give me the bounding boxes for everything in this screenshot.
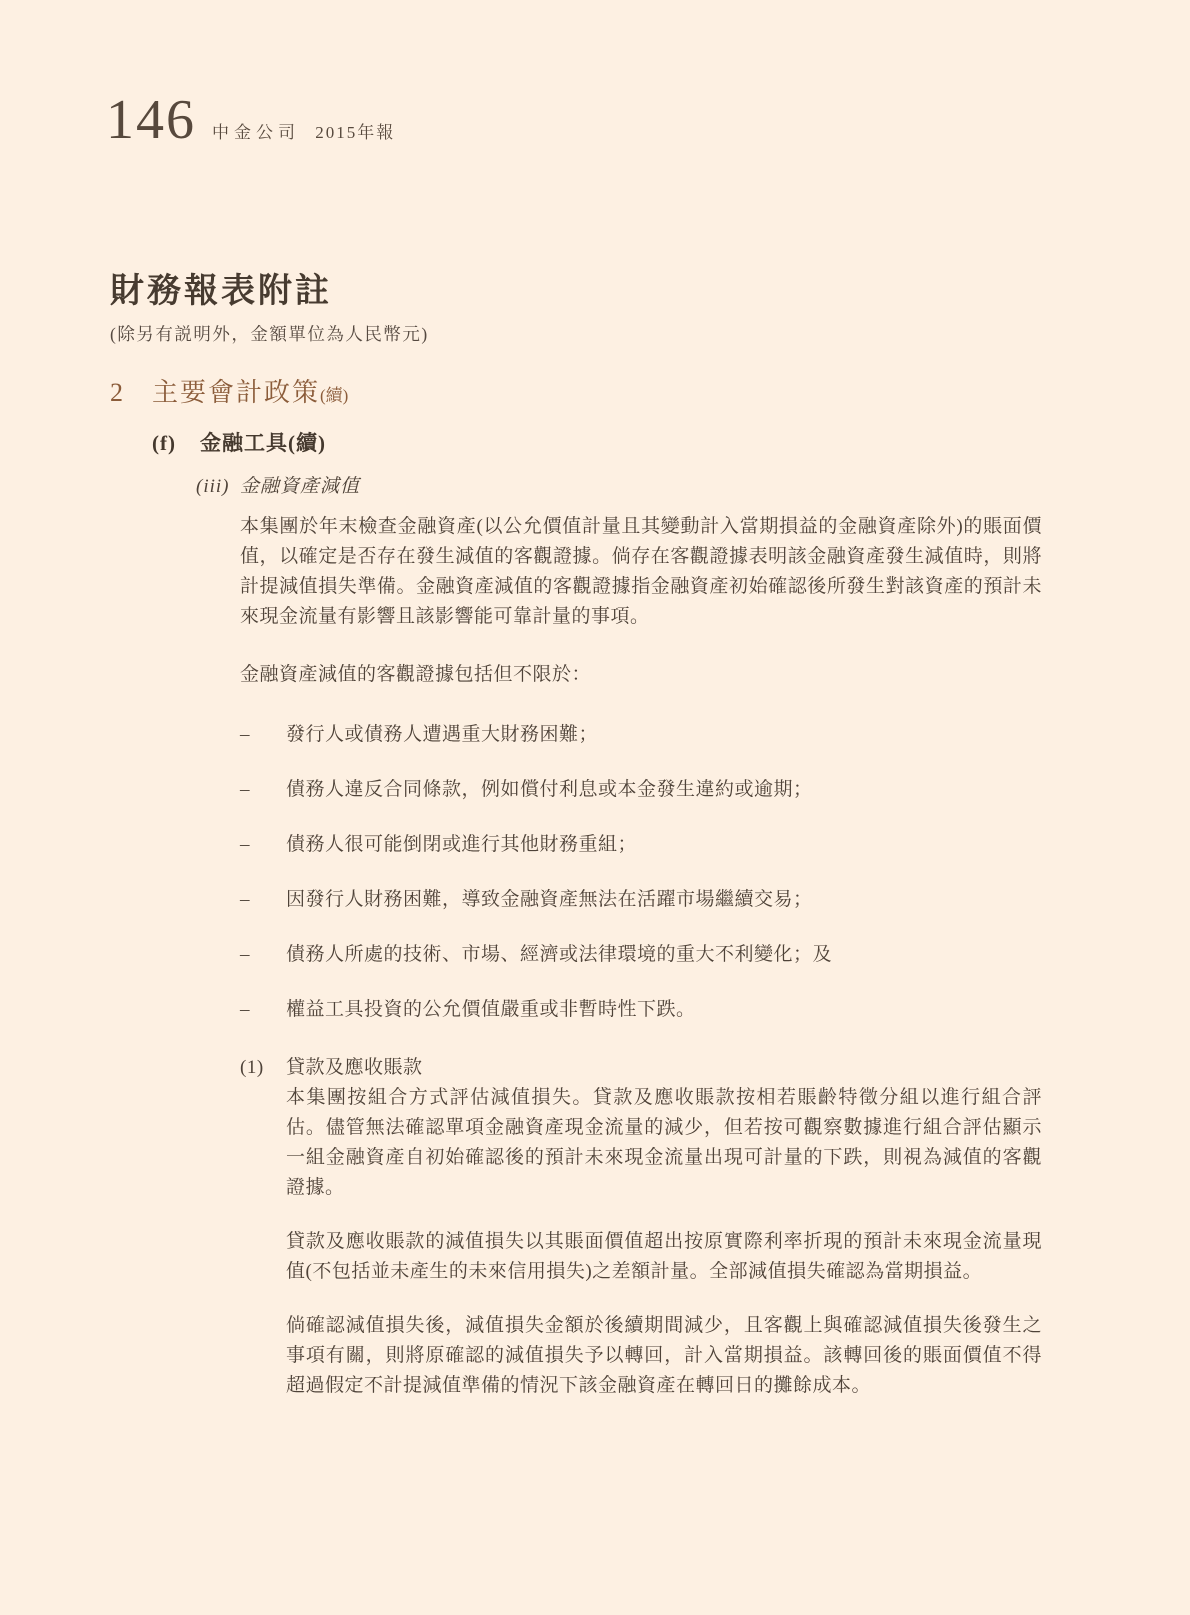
section-2-heading — [110, 372, 1042, 409]
company-name: 中金公司 — [212, 123, 300, 142]
bullet-dash-icon: – — [240, 778, 250, 800]
page-subtitle: (除另有説明外，金額單位為人民幣元) — [110, 323, 429, 344]
impairment-paragraph: 本集團於年末檢查金融資產(以公允價值計量且其變動計入當期損益的金融資產除外)的賬面價值，以確定是否存在發生減值的客觀證據。倘存在客觀證據表明該金融資產發生減值時，則將計提減值損失準備。金融資產減值的客觀證據指金融資產初始確認後所發生對該資產的預計未來現金流量有影響且該影響能可靠計量的事項。 — [240, 515, 1042, 627]
bullet-text: 因發行人財務困難，導致金融資產無法在活躍市場繼續交易； — [286, 888, 813, 910]
evidence-intro-line: 金融資產減值的客觀證據包括但不限於： — [240, 663, 592, 685]
item-1-paragraph: 貸款及應收賬款的減值損失以其賬面價值超出按原實際利率折現的預計未來現金流量現值(不包括並未產生的未來信用損失)之差額計量。全部減值損失確認為當期損益。 — [286, 1230, 1042, 1282]
bullet-dash-icon: – — [240, 833, 250, 855]
subsection-iii-label: (iii) — [196, 475, 230, 497]
item-1-body — [286, 1053, 1042, 1420]
item-1-block — [240, 1053, 1042, 1420]
bullet-dash-icon: – — [240, 888, 250, 910]
bullet-dash-icon: – — [240, 998, 250, 1020]
section-number: 2 — [110, 377, 125, 407]
item-1-paragraph: 本集團按組合方式評估減值損失。貸款及應收賬款按相若賬齡特徵分組以進行組合評估。儘管無法確認單項金融資產現金流量的減少，但若按可觀察數據進行組合評估顯示一組金融資產自初始確認後的預計未來現金流量出現可計量的下跌，則視為減值的客觀證據。 — [286, 1086, 1042, 1198]
page-number: 146 — [106, 89, 196, 151]
bullet-item — [240, 775, 1042, 805]
report-year: 2015年報 — [315, 123, 396, 142]
bullet-item — [240, 995, 1042, 1025]
bullet-item — [240, 830, 1042, 860]
bullet-text: 債務人違反合同條款，例如償付利息或本金發生違約或逾期； — [286, 778, 813, 800]
report-identifier — [212, 118, 395, 143]
notes-content — [110, 272, 1042, 1420]
subsection-f-title: 金融工具(續) — [200, 430, 326, 455]
bullet-dash-icon: – — [240, 943, 250, 965]
bullet-item — [240, 885, 1042, 915]
section-title: 主要會計政策 — [152, 377, 321, 407]
subsection-f-heading — [152, 427, 1042, 457]
item-1-title: 貸款及應收賬款 — [286, 1056, 423, 1078]
bullet-text: 債務人所處的技術、市場、經濟或法律環境的重大不利變化；及 — [286, 943, 833, 965]
bullet-item — [240, 940, 1042, 970]
bullet-item — [240, 720, 1042, 750]
section-continued-label: (續) — [320, 385, 349, 405]
page-header — [106, 89, 396, 151]
item-1-label: (1) — [240, 1056, 264, 1078]
page-title: 財務報表附註 — [110, 273, 332, 310]
subsection-iii-title: 金融資產減值 — [240, 475, 361, 497]
bullet-text: 債務人很可能倒閉或進行其他財務重組； — [286, 833, 638, 855]
subsection-f-label: (f) — [152, 430, 176, 455]
evidence-bullet-list — [240, 720, 1042, 1025]
bullet-text: 發行人或債務人遭遇重大財務困難； — [286, 723, 599, 745]
bullet-dash-icon: – — [240, 723, 250, 745]
subsection-iii-body — [240, 512, 1042, 1420]
item-1-paragraph: 倘確認減值損失後，減值損失金額於後續期間減少，且客觀上與確認減值損失後發生之事項有關，則將原確認的減值損失予以轉回，計入當期損益。該轉回後的賬面價值不得超過假定不計提減值準備的情況下該金融資產在轉回日的攤餘成本。 — [286, 1314, 1042, 1396]
subsection-iii-heading — [196, 471, 1042, 498]
bullet-text: 權益工具投資的公允價值嚴重或非暫時性下跌。 — [286, 998, 696, 1020]
